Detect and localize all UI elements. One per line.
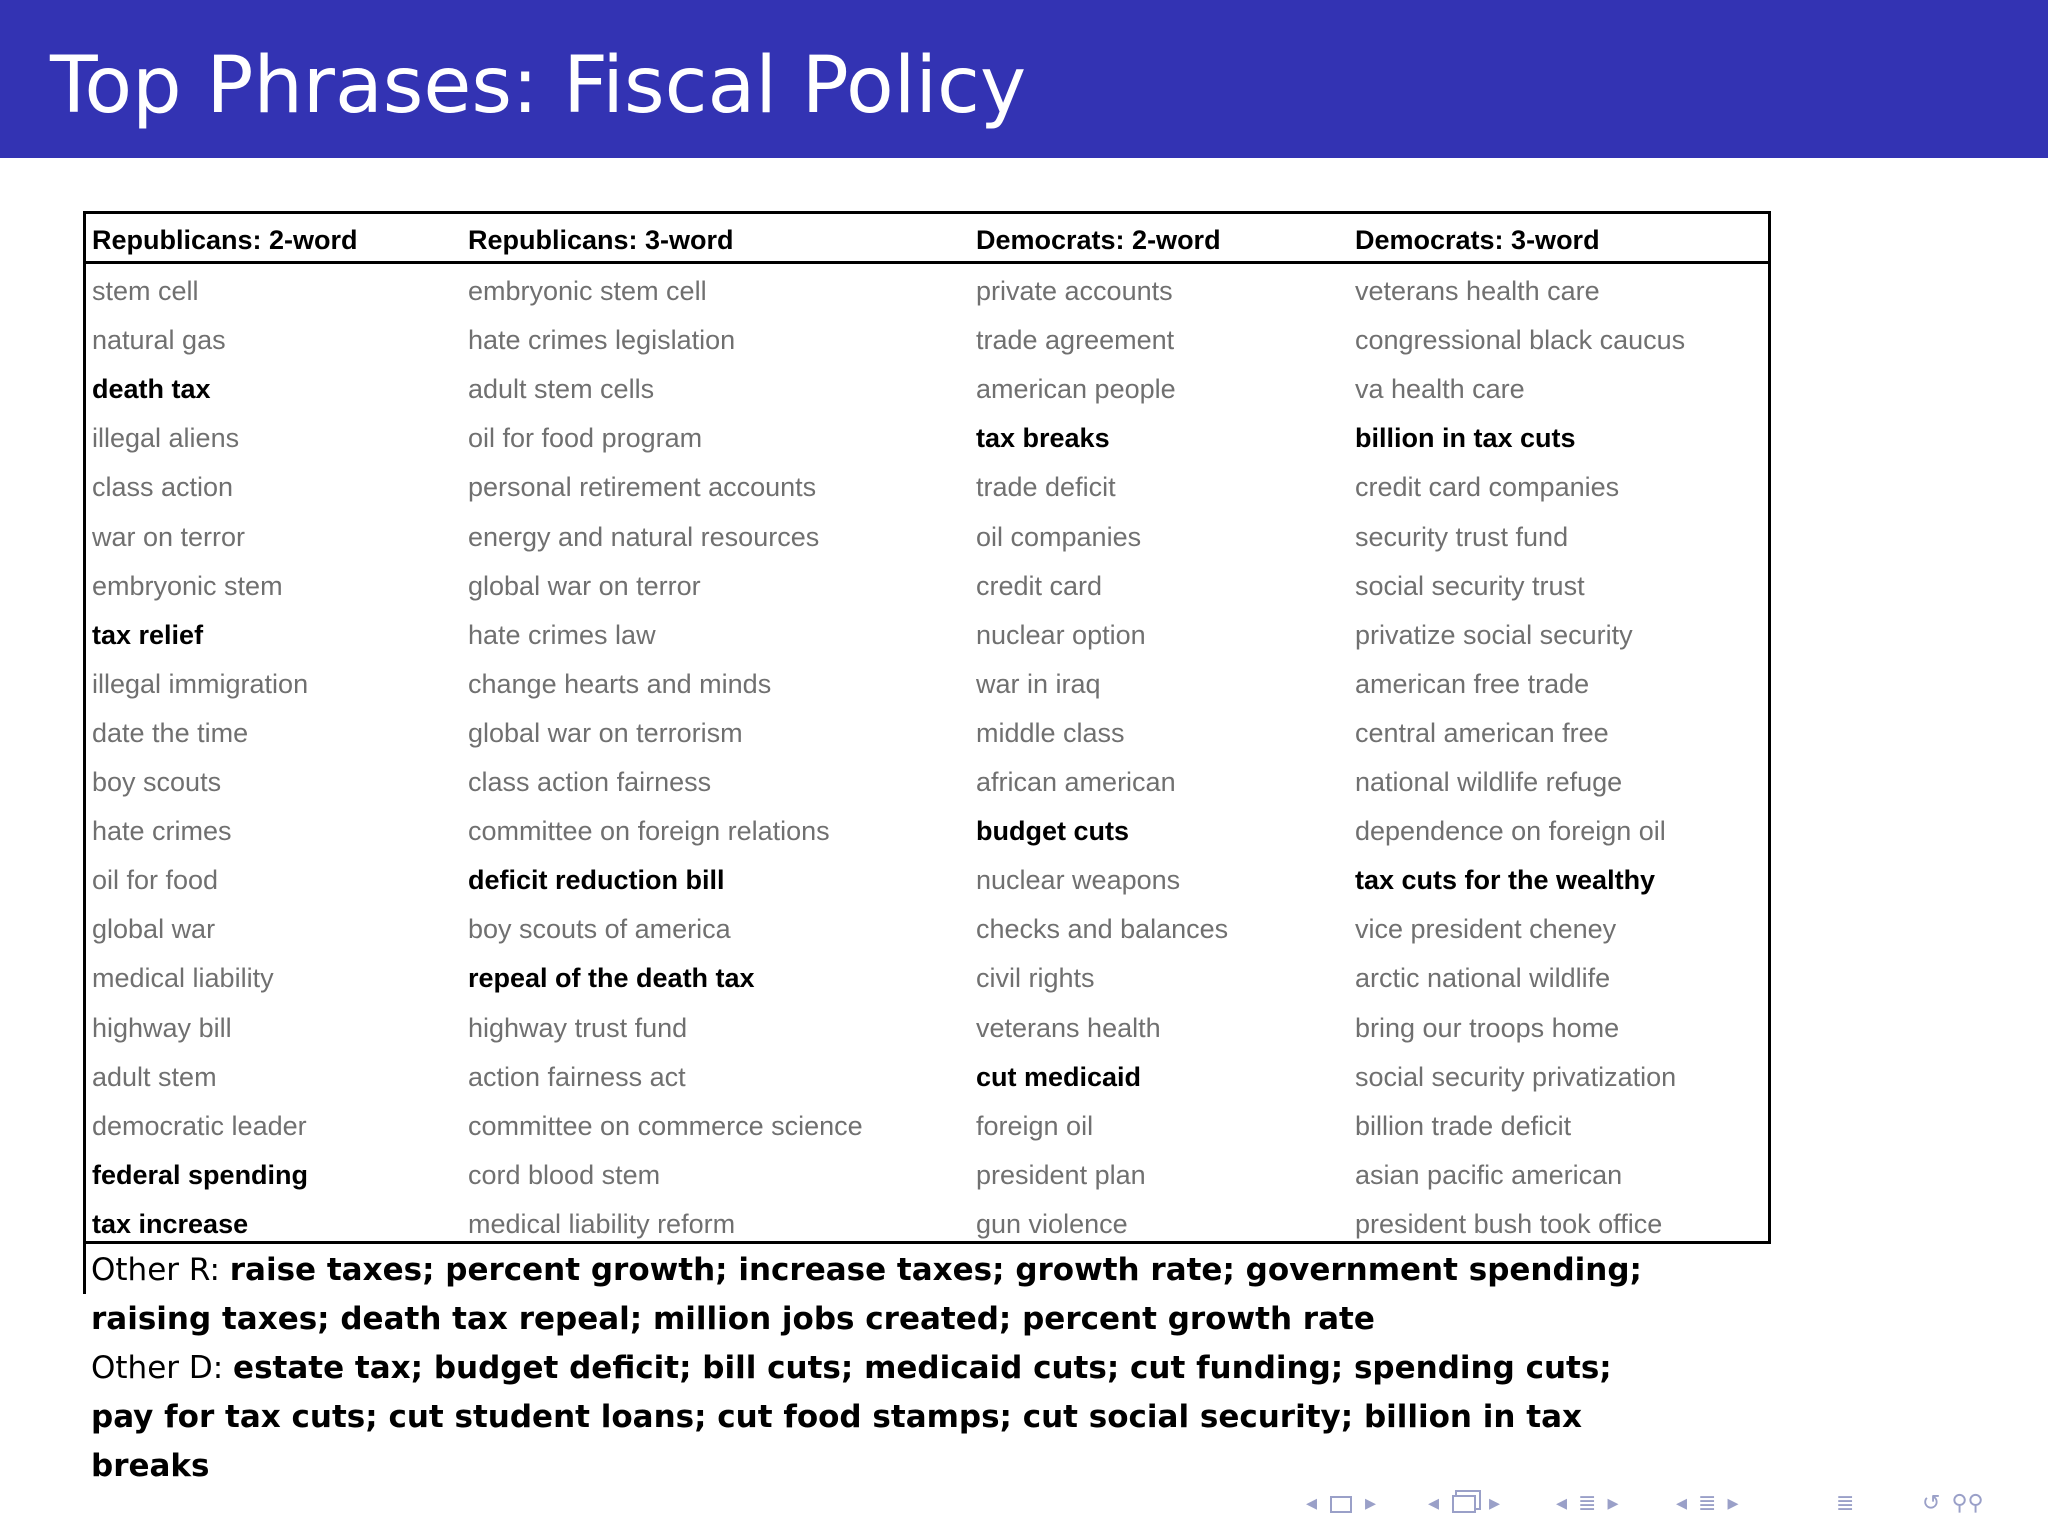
table-cell: oil for food program bbox=[468, 423, 703, 454]
table-cell: veterans health care bbox=[1355, 276, 1600, 306]
table-cell: oil for food bbox=[92, 865, 219, 896]
nav-outline-control bbox=[1836, 1488, 1854, 1520]
table-cell: personal retirement accounts bbox=[468, 472, 817, 503]
nav-search-controls bbox=[1922, 1488, 1984, 1520]
table-cell: federal spending bbox=[92, 1159, 309, 1190]
table-cell: highway trust fund bbox=[468, 1012, 688, 1043]
other-republican-phrases bbox=[91, 1246, 1651, 1344]
table-cell: central american free bbox=[1355, 717, 1609, 748]
other-r-label: Other R: bbox=[91, 1252, 230, 1288]
table-cell: credit card companies bbox=[1355, 472, 1620, 503]
table-cell: privatize social security bbox=[1355, 619, 1633, 650]
table-cell: class action fairness bbox=[468, 767, 712, 797]
table-cell: class action bbox=[92, 472, 234, 503]
table-cell: action fairness act bbox=[468, 1061, 686, 1092]
table-cell: energy and natural resources bbox=[468, 521, 820, 552]
nav-subsection-icon[interactable] bbox=[1452, 1495, 1476, 1513]
table-cell: civil rights bbox=[976, 963, 1095, 994]
table-cell: tax relief bbox=[92, 619, 204, 650]
table-cell: committee on foreign relations bbox=[468, 816, 830, 847]
table-cell: global war on terror bbox=[468, 570, 701, 601]
table-cell: trade agreement bbox=[976, 325, 1175, 356]
table-cell: private accounts bbox=[976, 276, 1173, 306]
table-cell: natural gas bbox=[92, 325, 226, 356]
table-cell: repeal of the death tax bbox=[468, 963, 755, 994]
table-cell: security trust fund bbox=[1355, 521, 1569, 552]
table-cell: cut medicaid bbox=[976, 1061, 1142, 1092]
table-cell: american free trade bbox=[1355, 668, 1590, 699]
table-cell: asian pacific american bbox=[1355, 1159, 1623, 1190]
table-cell: social security trust bbox=[1355, 570, 1585, 601]
table-cell: change hearts and minds bbox=[468, 668, 772, 699]
other-democrat-phrases bbox=[91, 1344, 1651, 1491]
table-cell: war in iraq bbox=[976, 668, 1101, 699]
table-cell: war on terror bbox=[92, 521, 246, 552]
table-cell: gun violence bbox=[976, 1208, 1128, 1239]
table-cell: global war on terrorism bbox=[468, 717, 743, 748]
table-cell: hate crimes bbox=[92, 816, 232, 847]
table-cell: credit card bbox=[976, 570, 1103, 601]
nav-outline-icon[interactable]: ≣ bbox=[1836, 1491, 1855, 1516]
table-cell: illegal aliens bbox=[92, 423, 240, 454]
nav-doc-controls bbox=[1676, 1488, 1739, 1520]
table-cell: middle class bbox=[976, 717, 1125, 748]
nav-section-icon[interactable]: ≣ bbox=[1578, 1491, 1597, 1516]
table-cell: adult stem cells bbox=[468, 374, 655, 405]
column-header: Republicans: 2-word bbox=[92, 225, 358, 255]
table-cell: arctic national wildlife bbox=[1355, 963, 1611, 994]
nav-back-icon[interactable]: ↺ bbox=[1922, 1491, 1941, 1516]
table-cell: billion in tax cuts bbox=[1355, 423, 1576, 454]
nav-next-section-icon[interactable]: ▸ bbox=[1607, 1491, 1619, 1516]
table-cell: hate crimes legislation bbox=[468, 325, 736, 356]
nav-next-subsection-icon[interactable]: ▸ bbox=[1489, 1491, 1501, 1516]
other-r-text: raise taxes; percent growth; increase taxes; growth rate; government spending; raising taxes; death tax repeal; million jobs created; percent growth rate bbox=[91, 1252, 1642, 1337]
table-cell: dependence on foreign oil bbox=[1355, 816, 1666, 847]
table-cell: vice president cheney bbox=[1355, 914, 1617, 945]
table-cell: bring our troops home bbox=[1355, 1012, 1620, 1043]
nav-doc-icon[interactable]: ≣ bbox=[1698, 1491, 1717, 1516]
table-cell: president bush took office bbox=[1355, 1208, 1663, 1239]
table-cell: billion trade deficit bbox=[1355, 1110, 1572, 1141]
table-cell: medical liability reform bbox=[468, 1208, 736, 1239]
phrases-table bbox=[83, 211, 1771, 1244]
table-cell: tax increase bbox=[92, 1208, 249, 1239]
column-header: Democrats: 3-word bbox=[1355, 225, 1600, 255]
table-cell: highway bill bbox=[92, 1012, 232, 1043]
nav-next-frame-icon[interactable]: ▸ bbox=[1365, 1491, 1377, 1516]
nav-frame-controls bbox=[1306, 1488, 1376, 1520]
table-cell: death tax bbox=[92, 374, 211, 405]
table-cell: illegal immigration bbox=[92, 668, 309, 699]
slide-title: Top Phrases: Fiscal Policy bbox=[50, 41, 1027, 131]
column-header: Republicans: 3-word bbox=[468, 225, 734, 255]
table-cell: nuclear option bbox=[976, 619, 1146, 650]
other-d-text: estate tax; budget deficit; bill cuts; medicaid cuts; cut funding; spending cuts; pay for tax cuts; cut student loans; cut food stamps; cut social security; billion in tax breaks bbox=[91, 1350, 1612, 1484]
table-cell: cord blood stem bbox=[468, 1159, 661, 1190]
table-cell: va health care bbox=[1355, 374, 1525, 405]
other-bracket-line bbox=[83, 1244, 86, 1294]
nav-subsection-controls bbox=[1428, 1488, 1500, 1520]
table-cell: foreign oil bbox=[976, 1110, 1094, 1141]
title-bar bbox=[0, 0, 2048, 158]
nav-frame-icon[interactable] bbox=[1330, 1496, 1352, 1513]
table-cell: adult stem bbox=[92, 1061, 217, 1092]
table-cell: boy scouts bbox=[92, 767, 222, 797]
table-cell: deficit reduction bill bbox=[468, 865, 725, 896]
table-cell: embryonic stem bbox=[92, 570, 283, 601]
table-cell: tax breaks bbox=[976, 423, 1110, 454]
column-header: Democrats: 2-word bbox=[976, 225, 1221, 255]
table-cell: global war bbox=[92, 914, 216, 945]
nav-search-icon[interactable]: ⚲⚲ bbox=[1951, 1491, 1984, 1516]
table-cell: social security privatization bbox=[1355, 1061, 1677, 1092]
header-rule bbox=[86, 261, 1768, 264]
table-cell: checks and balances bbox=[976, 914, 1229, 945]
table-cell: tax cuts for the wealthy bbox=[1355, 865, 1656, 896]
nav-prev-frame-icon[interactable]: ◂ bbox=[1306, 1491, 1318, 1516]
table-cell: boy scouts of america bbox=[468, 914, 731, 945]
table-cell: hate crimes law bbox=[468, 619, 656, 650]
table-cell: american people bbox=[976, 374, 1176, 405]
table-cell: budget cuts bbox=[976, 816, 1129, 847]
nav-prev-section-icon[interactable]: ◂ bbox=[1556, 1491, 1568, 1516]
table-cell: nuclear weapons bbox=[976, 865, 1181, 896]
table-cell: national wildlife refuge bbox=[1355, 767, 1623, 797]
table-cell: stem cell bbox=[92, 276, 199, 306]
nav-prev-doc-icon[interactable]: ◂ bbox=[1676, 1491, 1688, 1516]
table-cell: congressional black caucus bbox=[1355, 325, 1686, 356]
other-d-label: Other D: bbox=[91, 1350, 234, 1386]
table-cell: democratic leader bbox=[92, 1110, 307, 1141]
table-cell: date the time bbox=[92, 717, 249, 748]
table-cell: embryonic stem cell bbox=[468, 276, 707, 306]
nav-section-controls bbox=[1556, 1488, 1619, 1520]
table-cell: african american bbox=[976, 767, 1176, 797]
table-cell: committee on commerce science bbox=[468, 1110, 863, 1141]
table-cell: trade deficit bbox=[976, 472, 1116, 503]
table-cell: oil companies bbox=[976, 521, 1142, 552]
nav-prev-subsection-icon[interactable]: ◂ bbox=[1428, 1491, 1440, 1516]
table-cell: medical liability bbox=[92, 963, 274, 994]
nav-next-doc-icon[interactable]: ▸ bbox=[1727, 1491, 1739, 1516]
table-cell: president plan bbox=[976, 1159, 1146, 1190]
table-cell: veterans health bbox=[976, 1012, 1161, 1043]
